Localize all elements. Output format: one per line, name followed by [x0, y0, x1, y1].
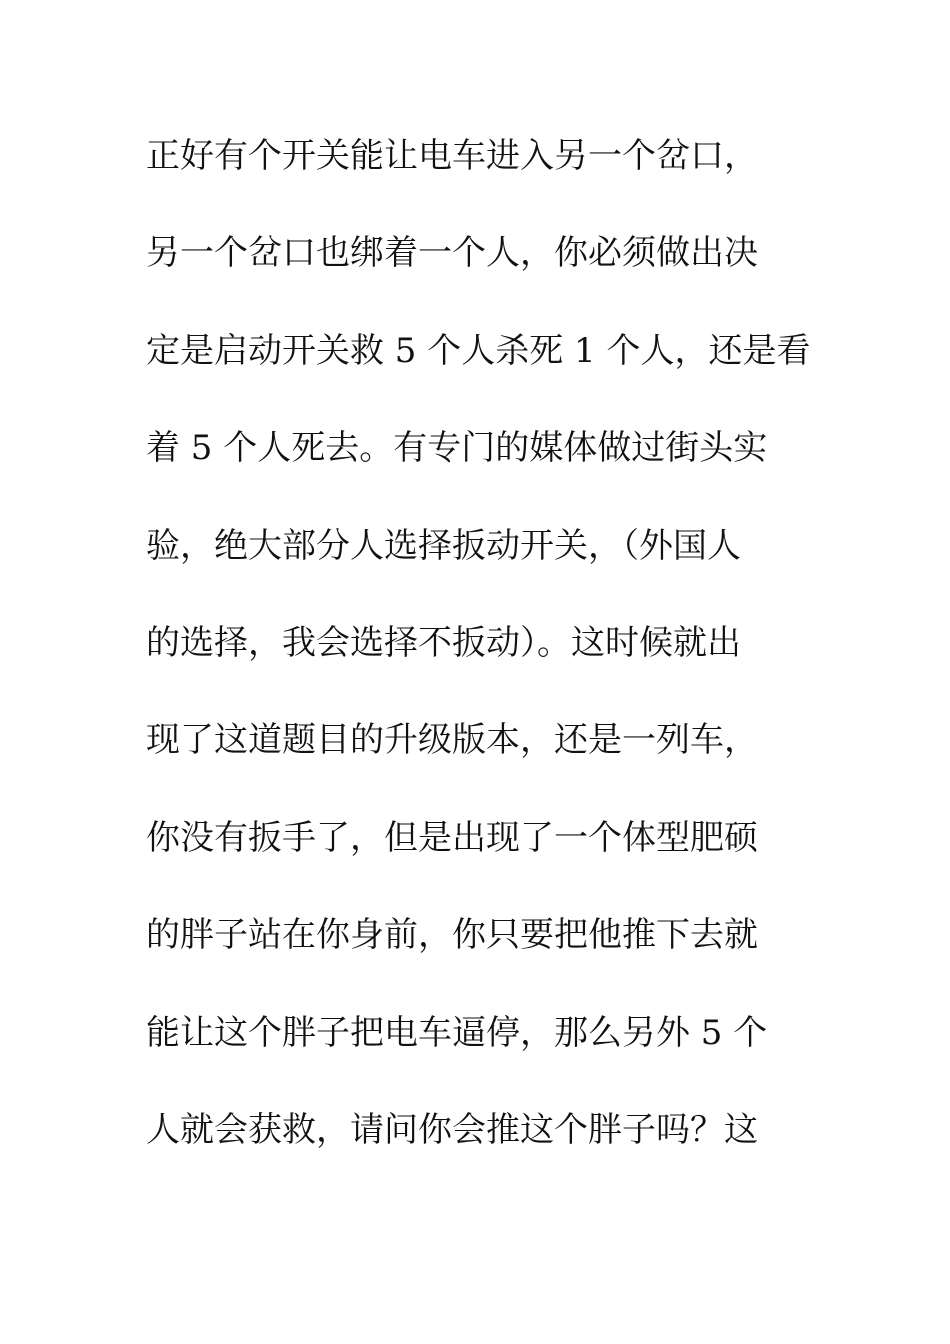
text-line-6: 的选择，我会选择不扳动）。这时候就出	[146, 622, 741, 663]
text-line-4: 着 5 个人死去。有专门的媒体做过街头实	[146, 428, 768, 469]
body-text	[146, 126, 826, 1197]
text-line-7: 现了这道题目的升级版本，还是一列车，	[146, 720, 758, 761]
text-line-11: 人就会获救，请问你会推这个胖子吗？这	[146, 1109, 758, 1150]
text-line-9: 的胖子站在你身前，你只要把他推下去就	[146, 915, 758, 956]
text-line-10: 能让这个胖子把电车逼停，那么另外 5 个	[146, 1012, 768, 1053]
text-line-8: 你没有扳手了，但是出现了一个体型肥硕	[146, 817, 758, 858]
text-line-1: 正好有个开关能让电车进入另一个岔口，	[146, 136, 758, 176]
text-line-3: 定是启动开关救 5 个人杀死 1 个人，还是看	[146, 330, 811, 371]
text-line-2: 另一个岔口也绑着一个人，你必须做出决	[146, 233, 758, 274]
text-line-5: 验，绝大部分人选择扳动开关，（外国人	[146, 525, 741, 566]
